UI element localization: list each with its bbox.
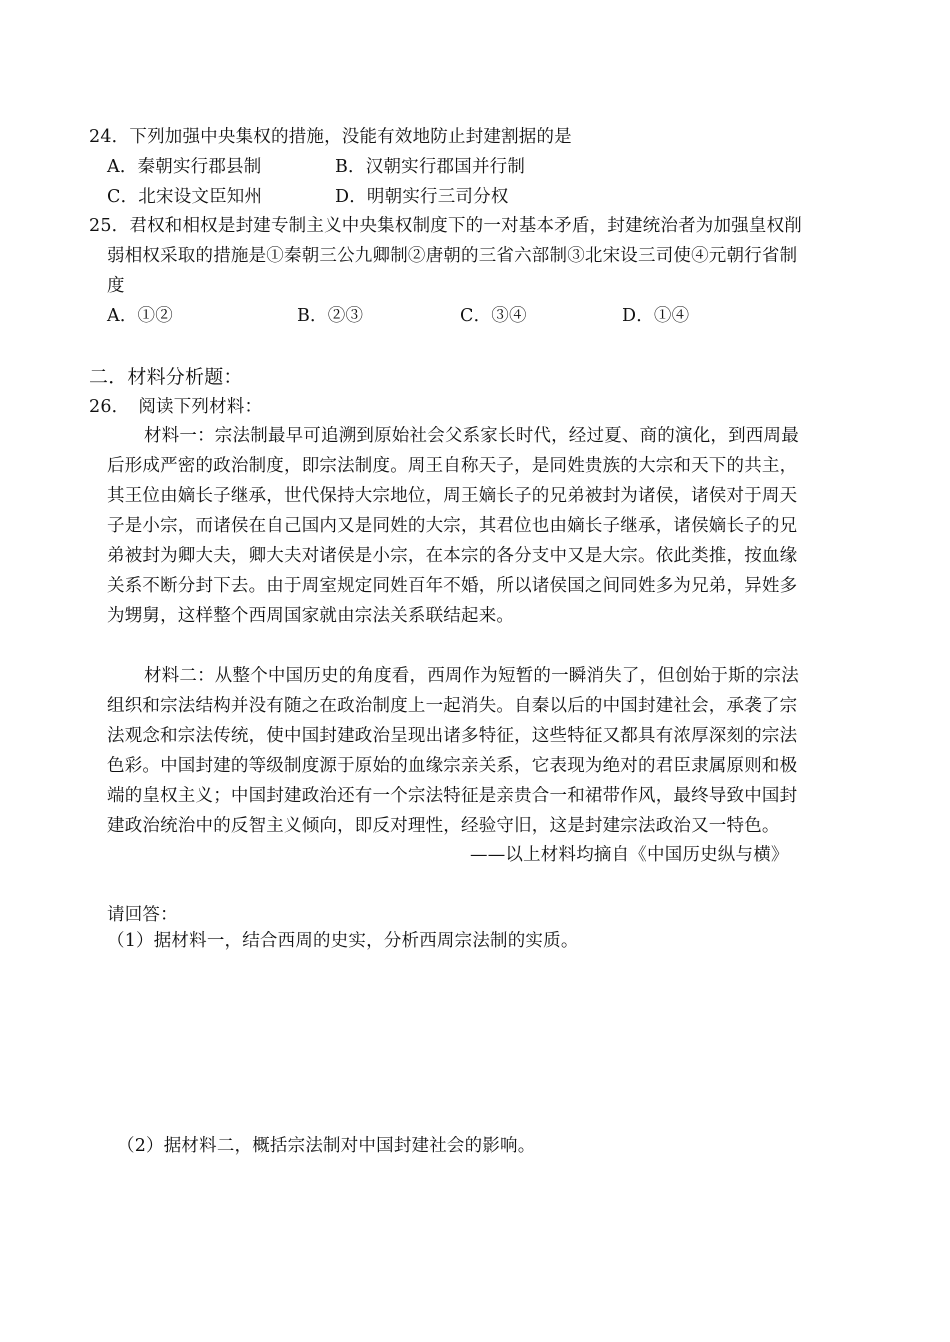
material1-line-2: 后形成严密的政治制度，即宗法制度。周王自称天子，是同姓贵族的大宗和天下的共主， [107, 456, 798, 476]
q25-option-d: D．①④ [622, 306, 690, 326]
material1-line-6: 关系不断分封下去。由于周室规定同姓百年不婚，所以诸侯国之间同姓多为兄弟，异姓多 [107, 576, 798, 596]
sub-question-1: （1）据材料一，结合西周的史实，分析西周宗法制的实质。 [107, 931, 579, 951]
material2-line-4: 色彩。中国封建的等级制度源于原始的血缘宗亲关系，它表现为绝对的君臣隶属原则和极 [107, 756, 798, 776]
q26-intro: 26． 阅读下列材料： [89, 397, 263, 417]
material-source: ——以上材料均摘自《中国历史纵与横》 [470, 845, 789, 865]
material1-line-7: 为甥舅，这样整个西周国家就由宗法关系联结起来。 [107, 606, 515, 626]
material2-line-5: 端的皇权主义；中国封建政治还有一个宗法特征是亲贵合一和裙带作风，最终导致中国封 [107, 786, 798, 806]
q24-option-d: D．明朝实行三司分权 [335, 187, 509, 207]
material2-line-1: 材料二：从整个中国历史的角度看，西周作为短暂的一瞬消失了，但创始于斯的宗法 [144, 666, 799, 686]
material2-line-6: 建政治统治中的反智主义倾向，即反对理性，经验守旧，这是封建宗法政治又一特色。 [107, 816, 780, 836]
material1-line-3: 其王位由嫡长子继承，世代保持大宗地位，周王嫡长子的兄弟被封为诸侯，诸侯对于周天 [107, 486, 798, 506]
q24-option-c: C．北宋设文臣知州 [107, 187, 263, 207]
q24-option-b: B．汉朝实行郡国并行制 [335, 157, 526, 177]
material1-line-5: 弟被封为卿大夫，卿大夫对诸侯是小宗，在本宗的各分支中又是大宗。依此类推，按血缘 [107, 546, 798, 566]
sub-question-2: （2）据材料二，概括宗法制对中国封建社会的影响。 [117, 1136, 536, 1156]
q25-stem-line-3: 度 [107, 276, 125, 296]
material1-line-4: 子是小宗，而诸侯在自己国内又是同姓的大宗，其君位也由嫡长子继承，诸侯嫡长子的兄 [107, 516, 798, 536]
material2-line-3: 法观念和宗法传统，使中国封建政治呈现出诸多特征，这些特征又都具有浓厚深刻的宗法 [107, 726, 798, 746]
q25-option-a: A．①② [107, 306, 173, 326]
material1-line-1: 材料一：宗法制最早可追溯到原始社会父系家长时代，经过夏、商的演化，到西周最 [144, 426, 799, 446]
section-title: 二．材料分析题： [89, 366, 243, 388]
q25-stem-line-1: 25．君权和相权是封建专制主义中央集权制度下的一对基本矛盾，封建统治者为加强皇权削 [89, 216, 802, 236]
q25-option-b: B．②③ [297, 306, 364, 326]
q24-stem: 24．下列加强中央集权的措施，没能有效地防止封建割据的是 [89, 127, 572, 147]
q25-option-c: C．③④ [460, 306, 527, 326]
answer-prompt: 请回答： [107, 905, 178, 925]
q25-stem-line-2: 弱相权采取的措施是①秦朝三公九卿制②唐朝的三省六部制③北宋设三司使④元朝行省制 [107, 246, 798, 266]
material2-line-2: 组织和宗法结构并没有随之在政治制度上一起消失。自秦以后的中国封建社会，承袭了宗 [107, 696, 798, 716]
q24-option-a: A．秦朝实行郡县制 [107, 157, 262, 177]
